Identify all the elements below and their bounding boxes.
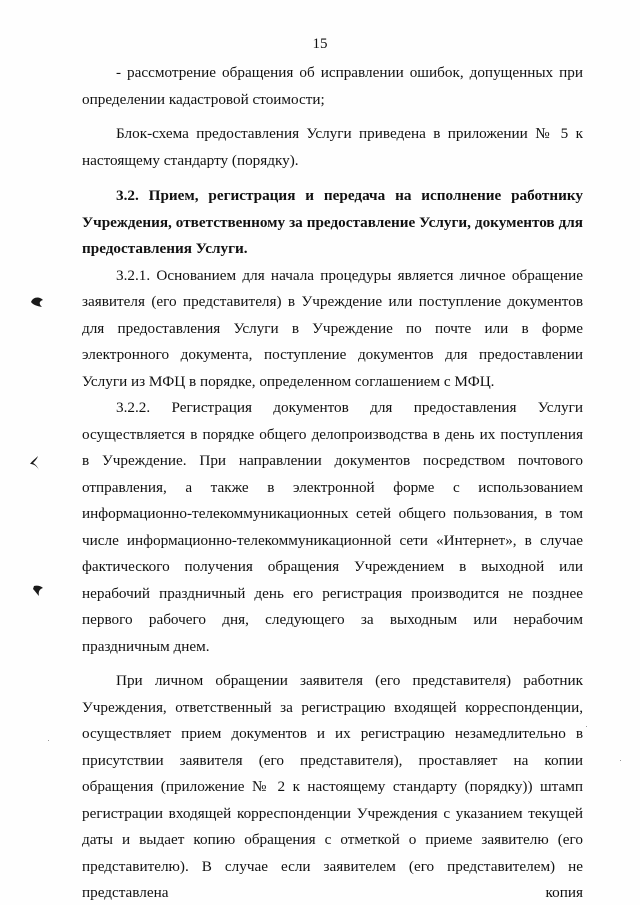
scan-smudge-mark — [29, 455, 41, 471]
section-heading-3-2: 3.2. Прием, регистрация и передача на исполнение работнику Учреждения, ответственному за предоставление Услуги, документов для предоставления Услуги. — [82, 187, 583, 257]
scan-speck — [620, 760, 621, 761]
page-number: 15 — [312, 36, 328, 52]
paragraph-3-2-2: 3.2.2. Регистрация документов для предоставления Услуги осуществляется в порядке общего делопроизводства в день их поступления в Учреждение. При направлении документов посредством почтового отправления, а также в электронной форме с использованием информационно-телекоммуникационных сетей общего пользования, в том числе информационно-телекоммуникационной сети «Интернет», в случае фактического получения обращения Учреждением в выходной или нерабочий праздничный день его регистрация производится не позднее первого рабочего дня, следующего за выходным или нерабочим праздничным днем. — [82, 399, 583, 655]
scan-speck — [48, 740, 49, 741]
scan-smudge-mark — [30, 296, 44, 308]
paragraph-flowchart-reference: Блок-схема предоставления Услуги приведена в приложении № 5 к настоящему стандарту (порядку). — [82, 125, 583, 169]
scan-smudge-mark — [32, 584, 44, 598]
paragraph-3-2-1: 3.2.1. Основанием для начала процедуры является личное обращение заявителя (его представителя) в Учреждение или поступление документов для предоставления Услуги в Учреждение по почте или в форме электронного документа, поступление документов для предоставлении Услуги из МФЦ в порядке, определенном соглашением с МФЦ. — [82, 266, 583, 390]
paragraph-personal-appeal: При личном обращении заявителя (его представителя) работник Учреждения, ответственный за регистрацию входящей корреспонденции, осуществляет прием документов и их регистрацию незамедлительно в присутствии заявителя (его представителя), проставляет на копии обращения (приложение № 2 к настоящему стандарту (порядку)) штамп регистрации входящей корреспонденции Учреждения с указанием текущей даты и выдает копию обращения с отметкой о приеме заявителю (его представителю). В случае если заявителем (его представителем) не представлена копия — [82, 672, 583, 901]
document-body — [82, 60, 583, 907]
scan-speck — [586, 726, 587, 727]
paragraph-review-errors: - рассмотрение обращения об исправлении ошибок, допущенных при определении кадастровой стоимости; — [82, 64, 583, 108]
